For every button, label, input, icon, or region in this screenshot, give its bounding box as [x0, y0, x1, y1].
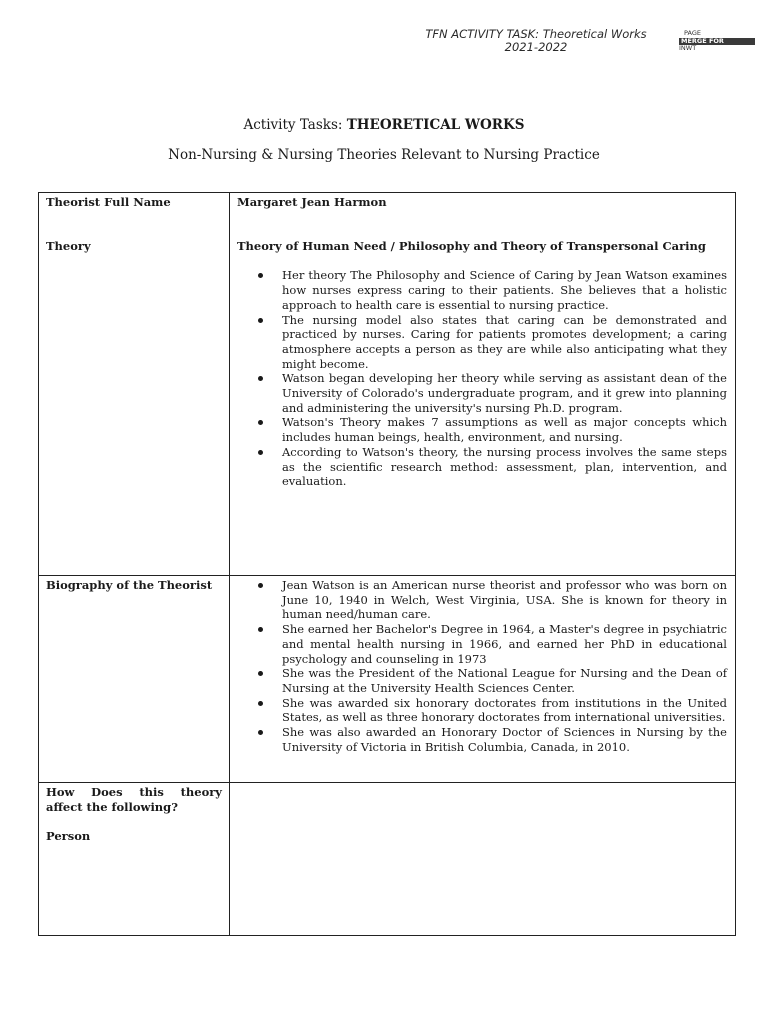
- activity-title-bold: THEORETICAL WORKS: [346, 117, 525, 133]
- activity-title: [0, 117, 768, 133]
- person-label: Person: [46, 829, 91, 844]
- activity-title-prefix: Activity Tasks:: [243, 117, 347, 133]
- stamp-line-1: PAGE: [684, 29, 701, 37]
- theory-table: [38, 192, 736, 936]
- theory-bullet-list: [237, 268, 727, 489]
- list-item: Watson began developing her theory while serving as assistant dean of the University of Colorado's undergraduate program, and it grew into planning and administering the university's nursing Ph.D. program.: [282, 371, 727, 415]
- stamp-line-2: MERGE FOR: [679, 38, 755, 46]
- list-item: The nursing model also states that caring can be demonstrated and practiced by nurses. Caring for patients promotes development; a caring atmosphere accepts a person as they are while also anticipating what they might become.: [282, 313, 727, 372]
- list-item: She earned her Bachelor's Degree in 1964, a Master's degree in psychiatric and mental health nursing in 1966, and earned her PhD in educational psychology and counseling in 1973: [282, 622, 727, 666]
- theorist-label: Theorist Full Name: [46, 195, 171, 209]
- label-cell: [39, 193, 230, 576]
- affect-content-cell: [230, 783, 736, 936]
- biography-label: Biography of the Theorist: [39, 576, 230, 783]
- affect-label-cell: [39, 783, 230, 936]
- page-stamp: [679, 30, 755, 53]
- list-item: She was the President of the National League for Nursing and the Dean of Nursing at the University Health Sciences Center.: [282, 666, 727, 695]
- affect-label: How Does this theory affect the following?: [46, 785, 222, 814]
- list-item: Jean Watson is an American nurse theorist and professor who was born on June 10, 1940 in Welch, West Virginia, USA. She is known for theory in human need/human care.: [282, 578, 727, 622]
- affect-row: [39, 783, 736, 936]
- list-item: She was also awarded an Honorary Doctor of Sciences in Nursing by the University of Victoria in British Columbia, Canada, in 2010.: [282, 725, 727, 754]
- theory-content-cell: [230, 193, 736, 576]
- document-header: [410, 28, 662, 54]
- stamp-line-3: INWT: [679, 44, 697, 52]
- theory-label: Theory: [46, 238, 91, 253]
- list-item: She was awarded six honorary doctorates from institutions in the United States, as well as three honorary doctorates from international universities.: [282, 696, 727, 725]
- list-item: According to Watson's theory, the nursing process involves the same steps as the scientific research method: assessment, plan, intervention, and evaluation.: [282, 445, 727, 489]
- list-item: Her theory The Philosophy and Science of Caring by Jean Watson examines how nurses express caring to their patients. She believes that a holistic approach to health care is essential to nursing practice.: [282, 268, 727, 312]
- biography-content-cell: [230, 576, 736, 783]
- list-item: Watson's Theory makes 7 assumptions as well as major concepts which includes human beings, health, environment, and nursing.: [282, 415, 727, 444]
- header-year: 2021-2022: [504, 40, 568, 54]
- header-title: TFN ACTIVITY TASK: Theoretical Works: [425, 27, 647, 41]
- biography-row: [39, 576, 736, 783]
- activity-subtitle: Non-Nursing & Nursing Theories Relevant to Nursing Practice: [168, 147, 600, 163]
- theorist-value: Margaret Jean Harmon: [237, 195, 387, 209]
- theory-title: Theory of Human Need / Philosophy and Theory of Transpersonal Caring: [237, 238, 706, 253]
- theory-row: [39, 193, 736, 576]
- biography-bullet-list: [237, 578, 727, 754]
